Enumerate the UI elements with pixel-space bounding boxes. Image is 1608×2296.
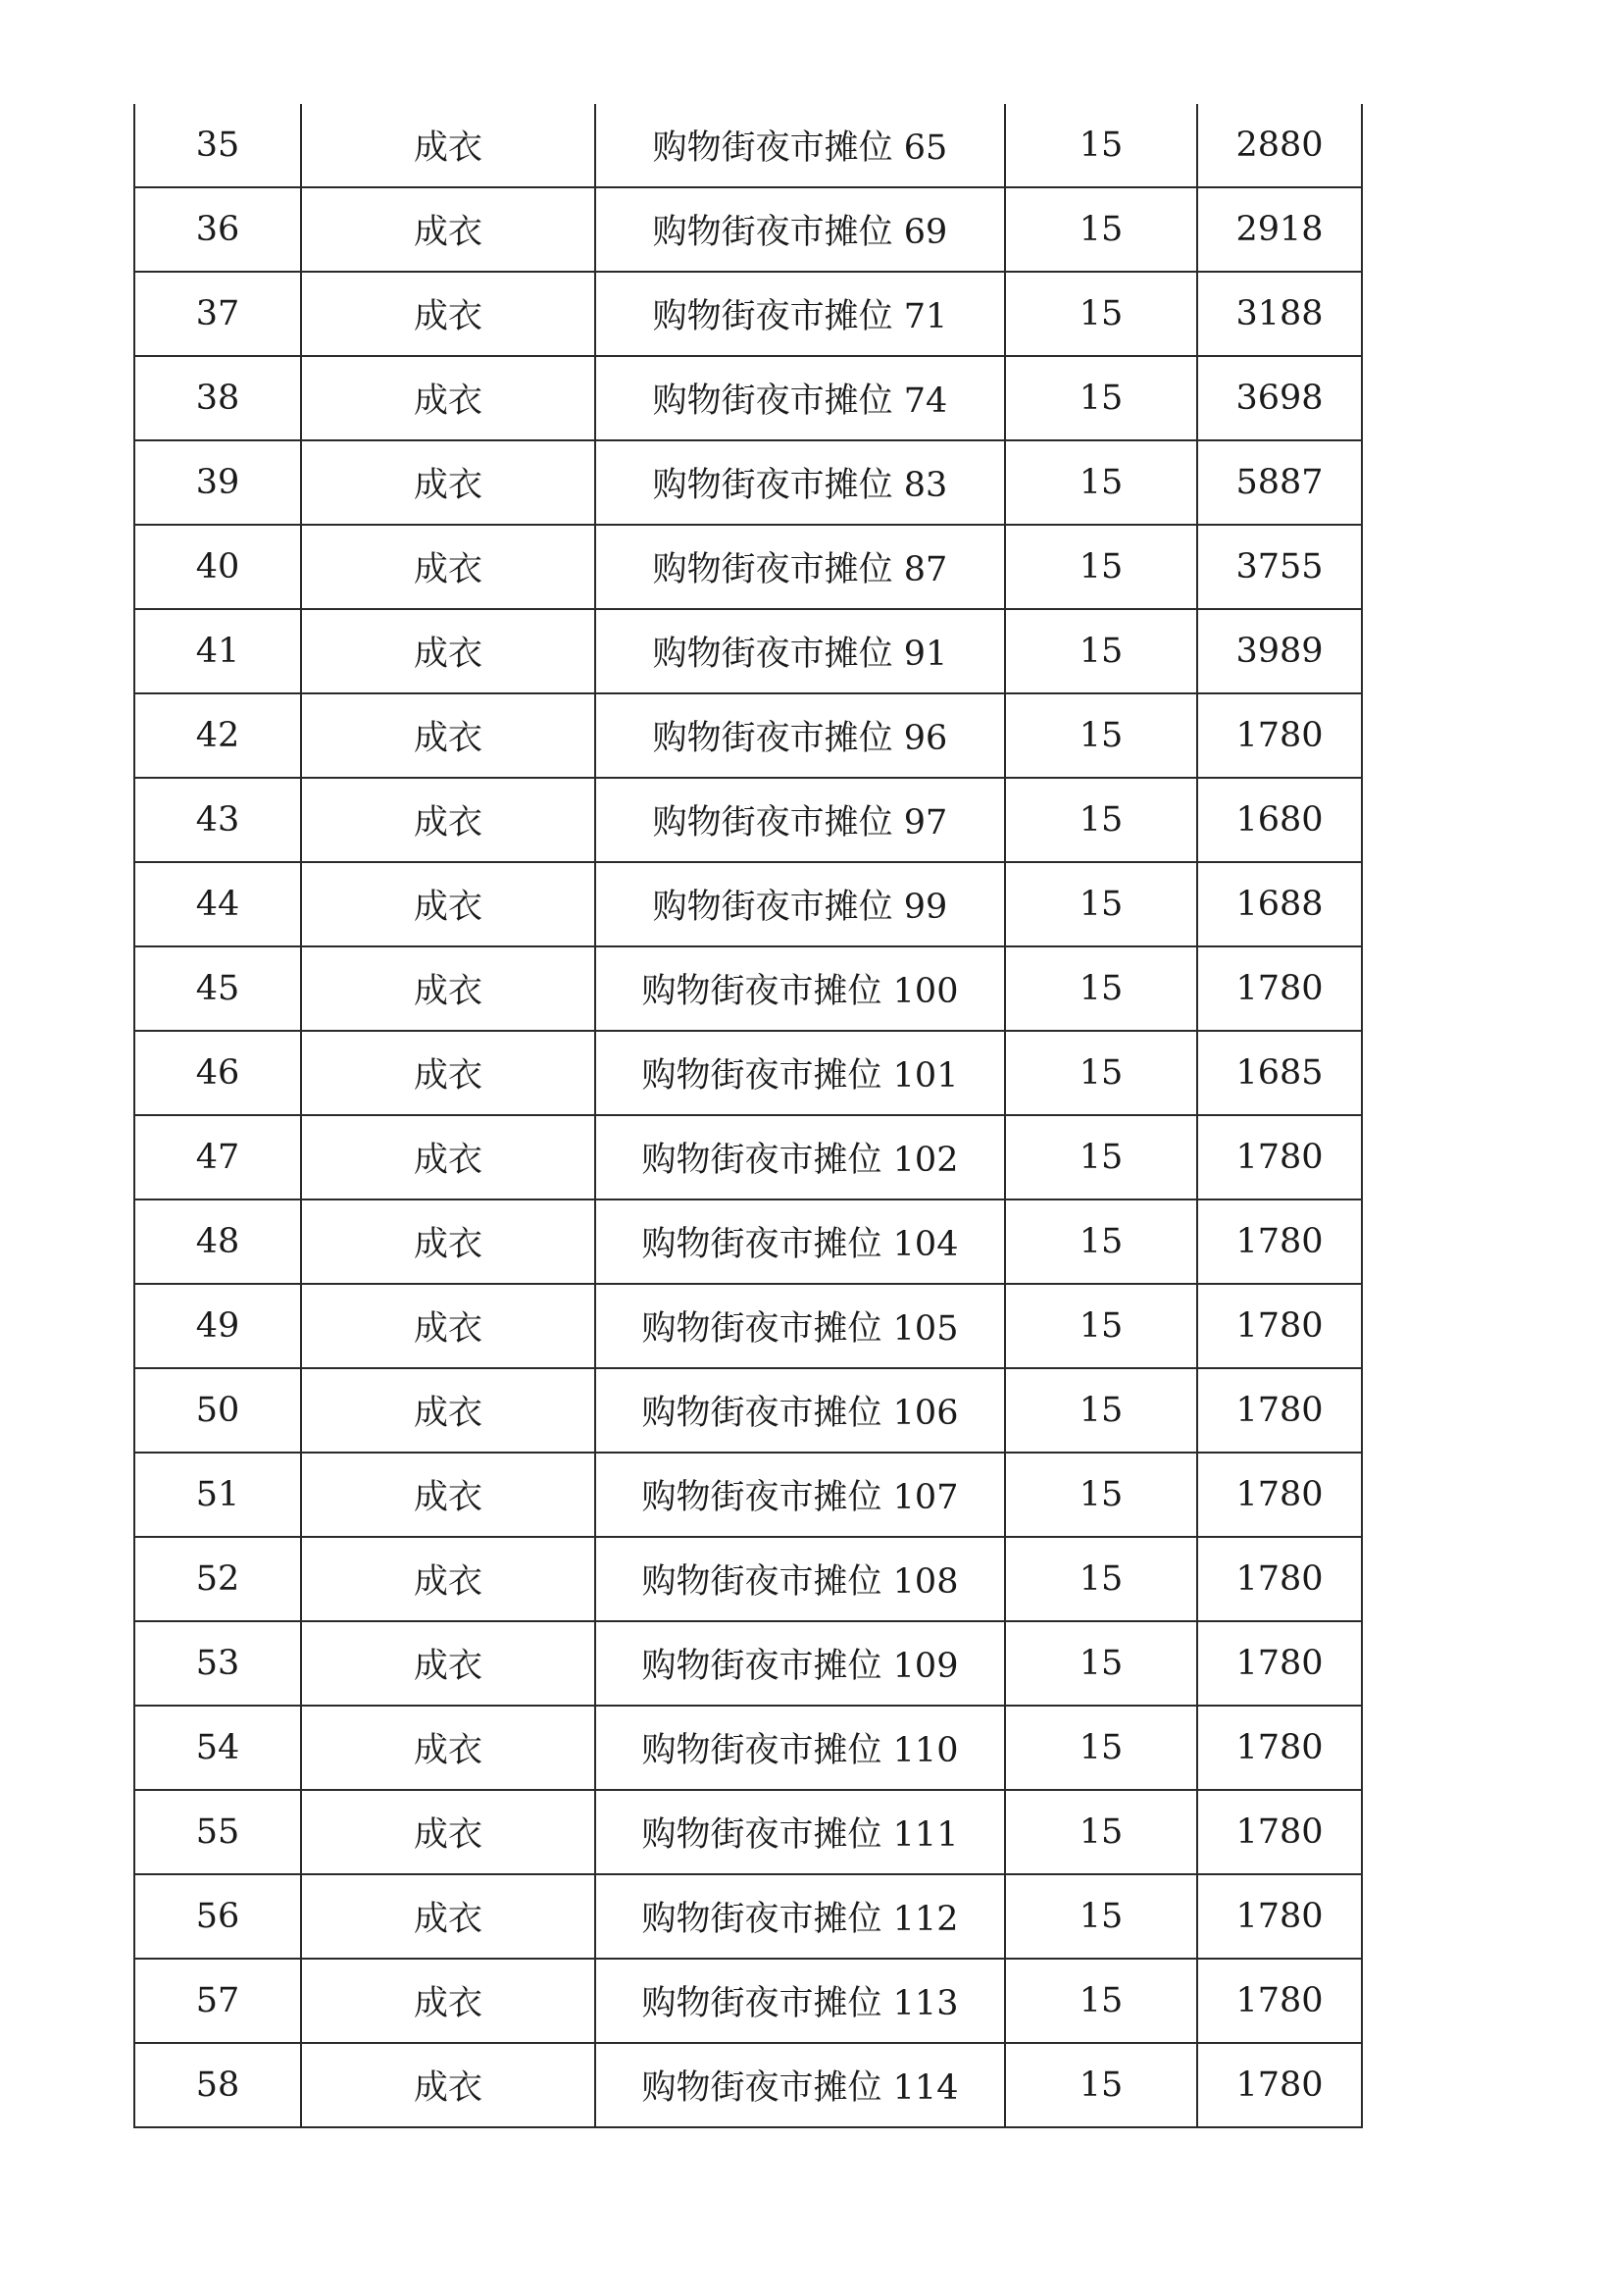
category-cell: 成衣: [301, 1959, 595, 2043]
stall-name-cell: 购物街夜市摊位 83: [595, 440, 1005, 525]
stall-name-cell: 购物街夜市摊位 105: [595, 1284, 1005, 1368]
amount-cell: 1780: [1197, 1959, 1362, 2043]
row-number-cell: 46: [134, 1031, 301, 1115]
quantity-cell: 15: [1005, 1453, 1197, 1537]
table-row: [134, 1874, 1362, 1959]
stall-name-cell: 购物街夜市摊位 107: [595, 1453, 1005, 1537]
category-cell: 成衣: [301, 187, 595, 272]
category-cell: 成衣: [301, 1031, 595, 1115]
amount-cell: 1780: [1197, 1453, 1362, 1537]
amount-cell: 1780: [1197, 1706, 1362, 1790]
quantity-cell: 15: [1005, 272, 1197, 356]
amount-cell: 3755: [1197, 525, 1362, 609]
category-cell: 成衣: [301, 1199, 595, 1284]
amount-cell: 3188: [1197, 272, 1362, 356]
quantity-cell: 15: [1005, 1874, 1197, 1959]
row-number-cell: 55: [134, 1790, 301, 1874]
stall-table: [133, 104, 1363, 2128]
table-row: [134, 1537, 1362, 1621]
quantity-cell: 15: [1005, 862, 1197, 946]
quantity-cell: 15: [1005, 525, 1197, 609]
quantity-cell: 15: [1005, 1537, 1197, 1621]
row-number-cell: 50: [134, 1368, 301, 1453]
amount-cell: 1685: [1197, 1031, 1362, 1115]
amount-cell: 1780: [1197, 946, 1362, 1031]
row-number-cell: 52: [134, 1537, 301, 1621]
quantity-cell: 15: [1005, 440, 1197, 525]
category-cell: 成衣: [301, 104, 595, 187]
table-row: [134, 356, 1362, 440]
amount-cell: 2918: [1197, 187, 1362, 272]
amount-cell: 5887: [1197, 440, 1362, 525]
table-row: [134, 1284, 1362, 1368]
stall-name-cell: 购物街夜市摊位 110: [595, 1706, 1005, 1790]
row-number-cell: 44: [134, 862, 301, 946]
table-row: [134, 693, 1362, 778]
stall-name-cell: 购物街夜市摊位 87: [595, 525, 1005, 609]
quantity-cell: 15: [1005, 1199, 1197, 1284]
amount-cell: 1780: [1197, 693, 1362, 778]
amount-cell: 1780: [1197, 1621, 1362, 1706]
quantity-cell: 15: [1005, 356, 1197, 440]
category-cell: 成衣: [301, 1368, 595, 1453]
row-number-cell: 41: [134, 609, 301, 693]
row-number-cell: 56: [134, 1874, 301, 1959]
row-number-cell: 42: [134, 693, 301, 778]
quantity-cell: 15: [1005, 946, 1197, 1031]
stall-name-cell: 购物街夜市摊位 112: [595, 1874, 1005, 1959]
stall-name-cell: 购物街夜市摊位 100: [595, 946, 1005, 1031]
row-number-cell: 47: [134, 1115, 301, 1199]
row-number-cell: 57: [134, 1959, 301, 2043]
table-row: [134, 609, 1362, 693]
row-number-cell: 37: [134, 272, 301, 356]
amount-cell: 1780: [1197, 1115, 1362, 1199]
amount-cell: 1780: [1197, 1368, 1362, 1453]
table-row: [134, 1199, 1362, 1284]
amount-cell: 1780: [1197, 1284, 1362, 1368]
stall-name-cell: 购物街夜市摊位 109: [595, 1621, 1005, 1706]
amount-cell: 1688: [1197, 862, 1362, 946]
stall-name-cell: 购物街夜市摊位 69: [595, 187, 1005, 272]
category-cell: 成衣: [301, 1621, 595, 1706]
table-row: [134, 272, 1362, 356]
quantity-cell: 15: [1005, 1284, 1197, 1368]
amount-cell: 1680: [1197, 778, 1362, 862]
row-number-cell: 36: [134, 187, 301, 272]
quantity-cell: 15: [1005, 104, 1197, 187]
row-number-cell: 39: [134, 440, 301, 525]
amount-cell: 1780: [1197, 1874, 1362, 1959]
quantity-cell: 15: [1005, 2043, 1197, 2127]
category-cell: 成衣: [301, 525, 595, 609]
stall-name-cell: 购物街夜市摊位 111: [595, 1790, 1005, 1874]
table-row: [134, 1031, 1362, 1115]
category-cell: 成衣: [301, 1115, 595, 1199]
amount-cell: 1780: [1197, 1537, 1362, 1621]
quantity-cell: 15: [1005, 1621, 1197, 1706]
row-number-cell: 54: [134, 1706, 301, 1790]
category-cell: 成衣: [301, 778, 595, 862]
stall-name-cell: 购物街夜市摊位 108: [595, 1537, 1005, 1621]
table-row: [134, 2043, 1362, 2127]
table-row: [134, 778, 1362, 862]
category-cell: 成衣: [301, 1874, 595, 1959]
table-row: [134, 862, 1362, 946]
stall-name-cell: 购物街夜市摊位 65: [595, 104, 1005, 187]
stall-name-cell: 购物街夜市摊位 113: [595, 1959, 1005, 2043]
stall-name-cell: 购物街夜市摊位 104: [595, 1199, 1005, 1284]
stall-name-cell: 购物街夜市摊位 99: [595, 862, 1005, 946]
amount-cell: 2880: [1197, 104, 1362, 187]
table-row: [134, 1790, 1362, 1874]
stall-name-cell: 购物街夜市摊位 74: [595, 356, 1005, 440]
amount-cell: 1780: [1197, 1790, 1362, 1874]
row-number-cell: 40: [134, 525, 301, 609]
row-number-cell: 38: [134, 356, 301, 440]
stall-name-cell: 购物街夜市摊位 101: [595, 1031, 1005, 1115]
category-cell: 成衣: [301, 272, 595, 356]
quantity-cell: 15: [1005, 1368, 1197, 1453]
category-cell: 成衣: [301, 1453, 595, 1537]
table-row: [134, 187, 1362, 272]
row-number-cell: 58: [134, 2043, 301, 2127]
table-row: [134, 1368, 1362, 1453]
category-cell: 成衣: [301, 946, 595, 1031]
stall-name-cell: 购物街夜市摊位 71: [595, 272, 1005, 356]
quantity-cell: 15: [1005, 1790, 1197, 1874]
quantity-cell: 15: [1005, 187, 1197, 272]
quantity-cell: 15: [1005, 1115, 1197, 1199]
stall-name-cell: 购物街夜市摊位 96: [595, 693, 1005, 778]
quantity-cell: 15: [1005, 1031, 1197, 1115]
quantity-cell: 15: [1005, 693, 1197, 778]
amount-cell: 1780: [1197, 2043, 1362, 2127]
table-row: [134, 946, 1362, 1031]
table-row: [134, 440, 1362, 525]
quantity-cell: 15: [1005, 778, 1197, 862]
amount-cell: 3989: [1197, 609, 1362, 693]
table-row: [134, 525, 1362, 609]
row-number-cell: 45: [134, 946, 301, 1031]
category-cell: 成衣: [301, 1790, 595, 1874]
stall-name-cell: 购物街夜市摊位 91: [595, 609, 1005, 693]
table-body: [134, 104, 1362, 2127]
table-row: [134, 1621, 1362, 1706]
row-number-cell: 49: [134, 1284, 301, 1368]
category-cell: 成衣: [301, 609, 595, 693]
category-cell: 成衣: [301, 693, 595, 778]
row-number-cell: 43: [134, 778, 301, 862]
row-number-cell: 48: [134, 1199, 301, 1284]
quantity-cell: 15: [1005, 1959, 1197, 2043]
row-number-cell: 35: [134, 104, 301, 187]
table-row: [134, 1453, 1362, 1537]
category-cell: 成衣: [301, 862, 595, 946]
category-cell: 成衣: [301, 1284, 595, 1368]
table-row: [134, 104, 1362, 187]
quantity-cell: 15: [1005, 1706, 1197, 1790]
category-cell: 成衣: [301, 440, 595, 525]
stall-name-cell: 购物街夜市摊位 114: [595, 2043, 1005, 2127]
category-cell: 成衣: [301, 2043, 595, 2127]
quantity-cell: 15: [1005, 609, 1197, 693]
table-row: [134, 1115, 1362, 1199]
table-row: [134, 1959, 1362, 2043]
category-cell: 成衣: [301, 1706, 595, 1790]
stall-name-cell: 购物街夜市摊位 97: [595, 778, 1005, 862]
table-row: [134, 1706, 1362, 1790]
row-number-cell: 51: [134, 1453, 301, 1537]
category-cell: 成衣: [301, 1537, 595, 1621]
row-number-cell: 53: [134, 1621, 301, 1706]
amount-cell: 1780: [1197, 1199, 1362, 1284]
category-cell: 成衣: [301, 356, 595, 440]
amount-cell: 3698: [1197, 356, 1362, 440]
stall-name-cell: 购物街夜市摊位 106: [595, 1368, 1005, 1453]
stall-name-cell: 购物街夜市摊位 102: [595, 1115, 1005, 1199]
